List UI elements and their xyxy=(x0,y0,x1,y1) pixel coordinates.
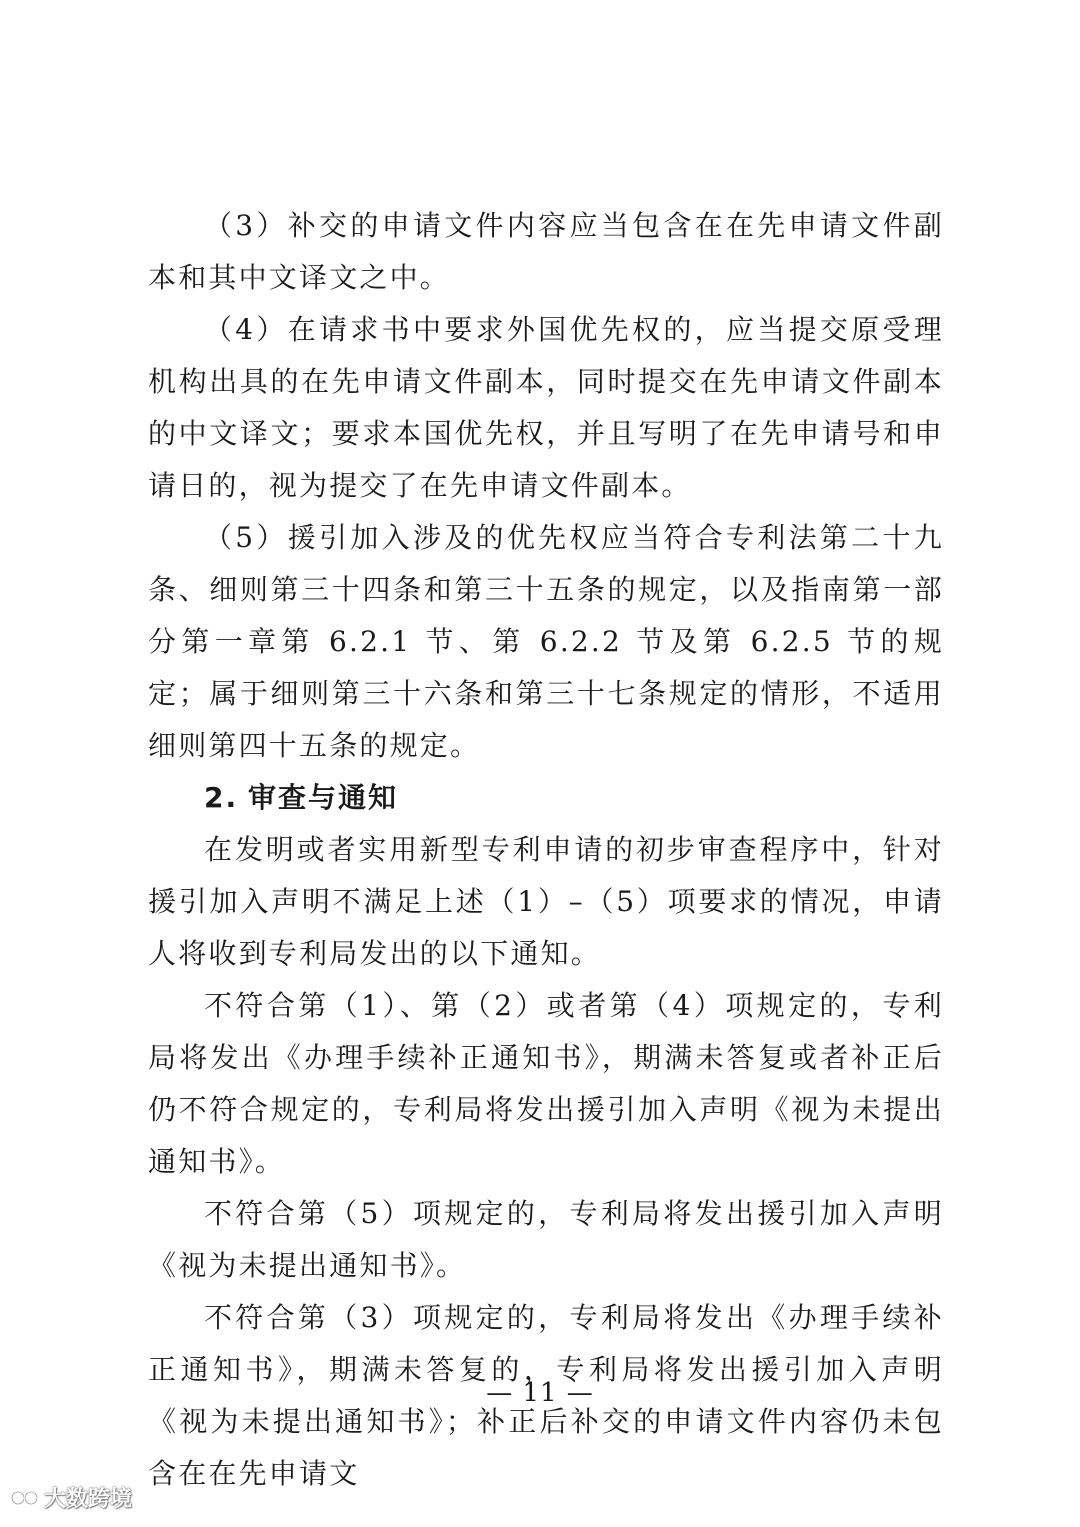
section-number: 2. xyxy=(204,781,239,814)
section-paragraph-rule-3: 不符合第（3）项规定的，专利局将发出《办理手续补正通知书》，期满未答复的，专利局将发出援引加入声明《视为未提出通知书》；补正后补交的申请文件内容仍未包含在在先申请文 xyxy=(148,1301,944,1490)
watermark xyxy=(10,1482,132,1513)
section-paragraph-intro: 在发明或者实用新型专利申请的初步审查程序中，针对援引加入声明不满足上述（1）–（5）项要求的情况，申请人将收到专利局发出的以下通知。 xyxy=(148,833,944,970)
paragraph-item-4: （4）在请求书中要求外国优先权的，应当提交原受理机构出具的在先申请文件副本，同时提交在先申请文件副本的中文译文；要求本国优先权，并且写明了在先申请号和申请日的，视为提交了在先申请文件副本。 xyxy=(148,313,944,502)
section-paragraph-rule-5: 不符合第（5）项规定的，专利局将发出援引加入声明《视为未提出通知书》。 xyxy=(148,1197,944,1282)
section-heading xyxy=(148,772,944,824)
paragraph-item-5: （5）援引加入涉及的优先权应当符合专利法第二十九条、细则第三十四条和第三十五条的规定，以及指南第一部分第一章第 6.2.1 节、第 6.2.2 节及第 6.2.5 节的规定；属于细则第三十六条和第三十七条规定的情形，不适用细则第四十五条的规定。 xyxy=(148,521,944,762)
paragraph-item-3: （3）补交的申请文件内容应当包含在在先申请文件副本和其中文译文之中。 xyxy=(148,209,944,294)
brand-logo-icon xyxy=(10,1488,40,1508)
section-paragraph-rule-1-2-4: 不符合第（1）、第（2）或者第（4）项规定的，专利局将发出《办理手续补正通知书》，期满未答复或者补正后仍不符合规定的，专利局将发出援引加入声明《视为未提出通知书》。 xyxy=(148,989,944,1178)
document-body xyxy=(148,200,944,1500)
page-number: — 11 — xyxy=(486,1378,594,1408)
watermark-text: 大数跨境 xyxy=(44,1487,133,1512)
section-title: 审查与通知 xyxy=(248,781,399,814)
